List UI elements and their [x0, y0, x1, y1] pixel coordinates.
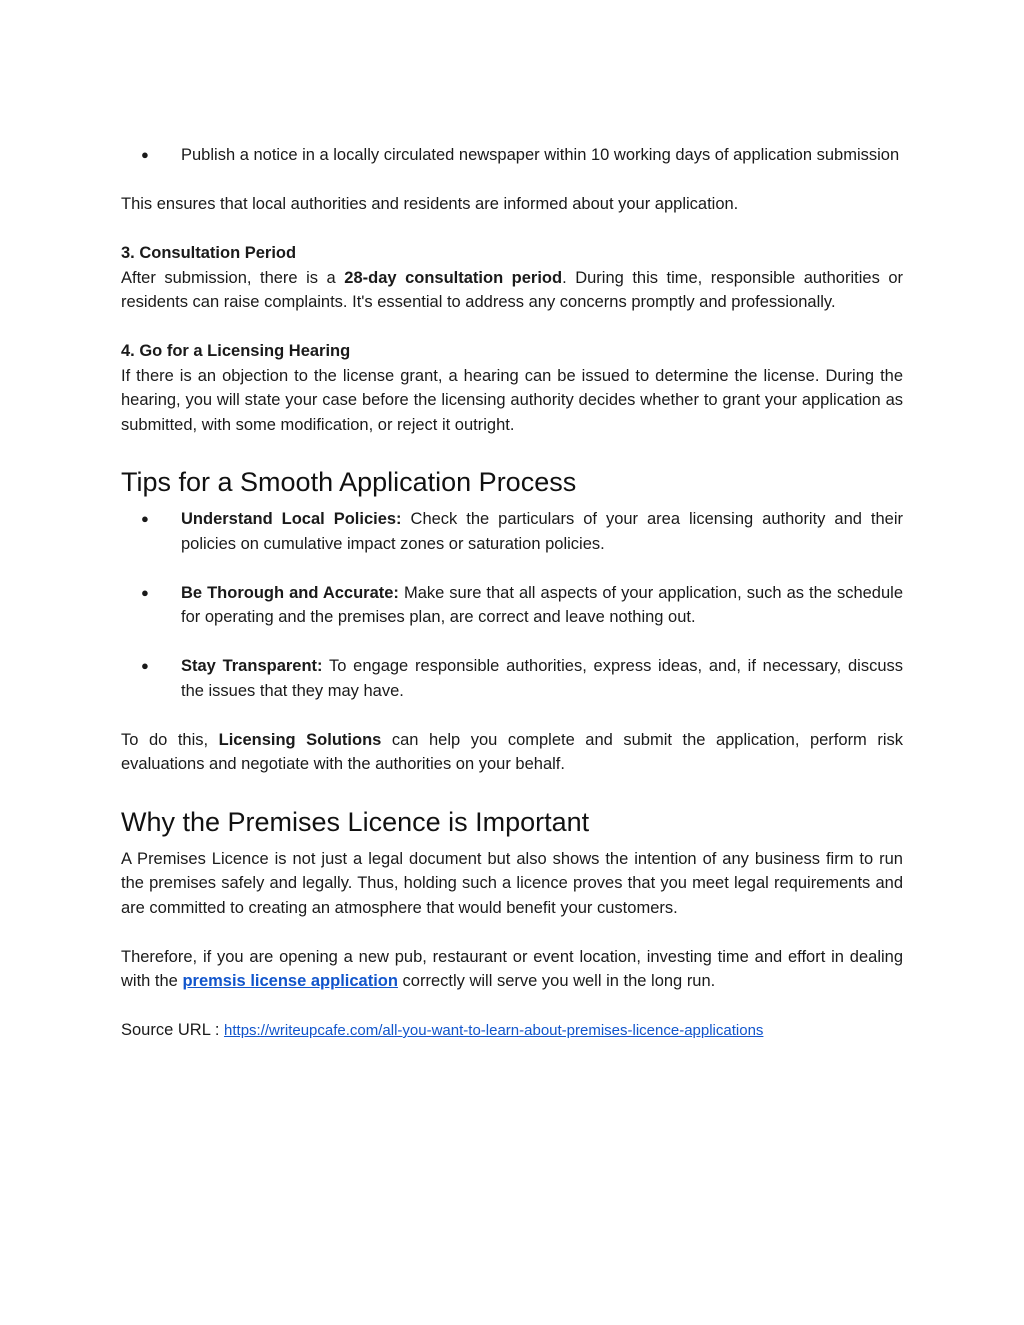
tip-text: To engage responsible authorities, express ideas, and, if necessary, discuss the issues that they may have. — [181, 657, 903, 700]
document-content — [121, 143, 903, 1044]
bullet-icon: ● — [141, 511, 149, 526]
why-heading: Why the Premises Licence is Important — [121, 806, 590, 837]
tip-text: Check the particulars of your area licensing authority and their policies on cumulative impact zones or saturation policies. — [181, 510, 903, 553]
consultation-period-emphasis: 28-day consultation period — [344, 268, 563, 287]
section-heading-hearing: 4. Go for a Licensing Hearing — [121, 342, 351, 360]
source-url-link[interactable]: https://writeupcafe.com/all-you-want-to-learn-about-premises-licence-applications — [224, 1022, 764, 1039]
tip-text: Make sure that all aspects of your application, such as the schedule for operating and the premises plan, are correct and leave nothing out. — [181, 583, 903, 626]
premises-license-application-link[interactable]: premsis license application — [182, 972, 398, 990]
list-item — [121, 507, 903, 556]
list-item — [121, 581, 903, 630]
list-item — [121, 143, 903, 168]
section-heading-consultation: 3. Consultation Period — [121, 244, 297, 262]
bullet-icon: ● — [141, 147, 149, 162]
tip-title: Understand Local Policies: — [181, 510, 402, 528]
why-paragraph-2: Therefore, if you are opening a new pub, restaurant or event location, investing time and effort in dealing with the premsis license application correctly will serve you well in the long run. — [121, 947, 903, 990]
consultation-paragraph: After submission, there is a 28-day consultation period. During this time, responsible authorities or residents can raise complaints. It's essential to address any concerns promptly and professionally. — [121, 268, 904, 311]
company-name: Licensing Solutions — [218, 730, 382, 749]
tip-title: Be Thorough and Accurate: — [181, 583, 399, 602]
tips-heading: Tips for a Smooth Application Process — [121, 467, 577, 497]
intro-paragraph: This ensures that local authorities and residents are informed about your application. — [121, 195, 739, 213]
why-paragraph-1: A Premises Licence is not just a legal document but also shows the intention of any business firm to run the premises safely and legally. Thus, holding such a licence proves that you meet legal requirements and are committed to creating an atmosphere that would benefit your customers. — [121, 849, 903, 917]
bullet-icon: ● — [141, 584, 149, 600]
tip-title: Stay Transparent: — [181, 657, 323, 675]
list-item — [121, 654, 903, 703]
tips-closing-paragraph: To do this, Licensing Solutions can help you complete and submit the application, perform risk evaluations and negotiate with the authorities on your behalf. — [121, 730, 903, 773]
hearing-paragraph: If there is an objection to the license grant, a hearing can be issued to determine the license. During the hearing, you will state your case before the licensing authority decides whether to grant your application as submitted, with some modification, or reject it outright. — [121, 366, 903, 434]
list-item-text: Publish a notice in a locally circulated newspaper within 10 working days of application submission — [181, 146, 900, 164]
bullet-icon: ● — [141, 658, 149, 673]
source-label: Source URL : — [121, 1021, 225, 1039]
source-line — [121, 1018, 903, 1044]
